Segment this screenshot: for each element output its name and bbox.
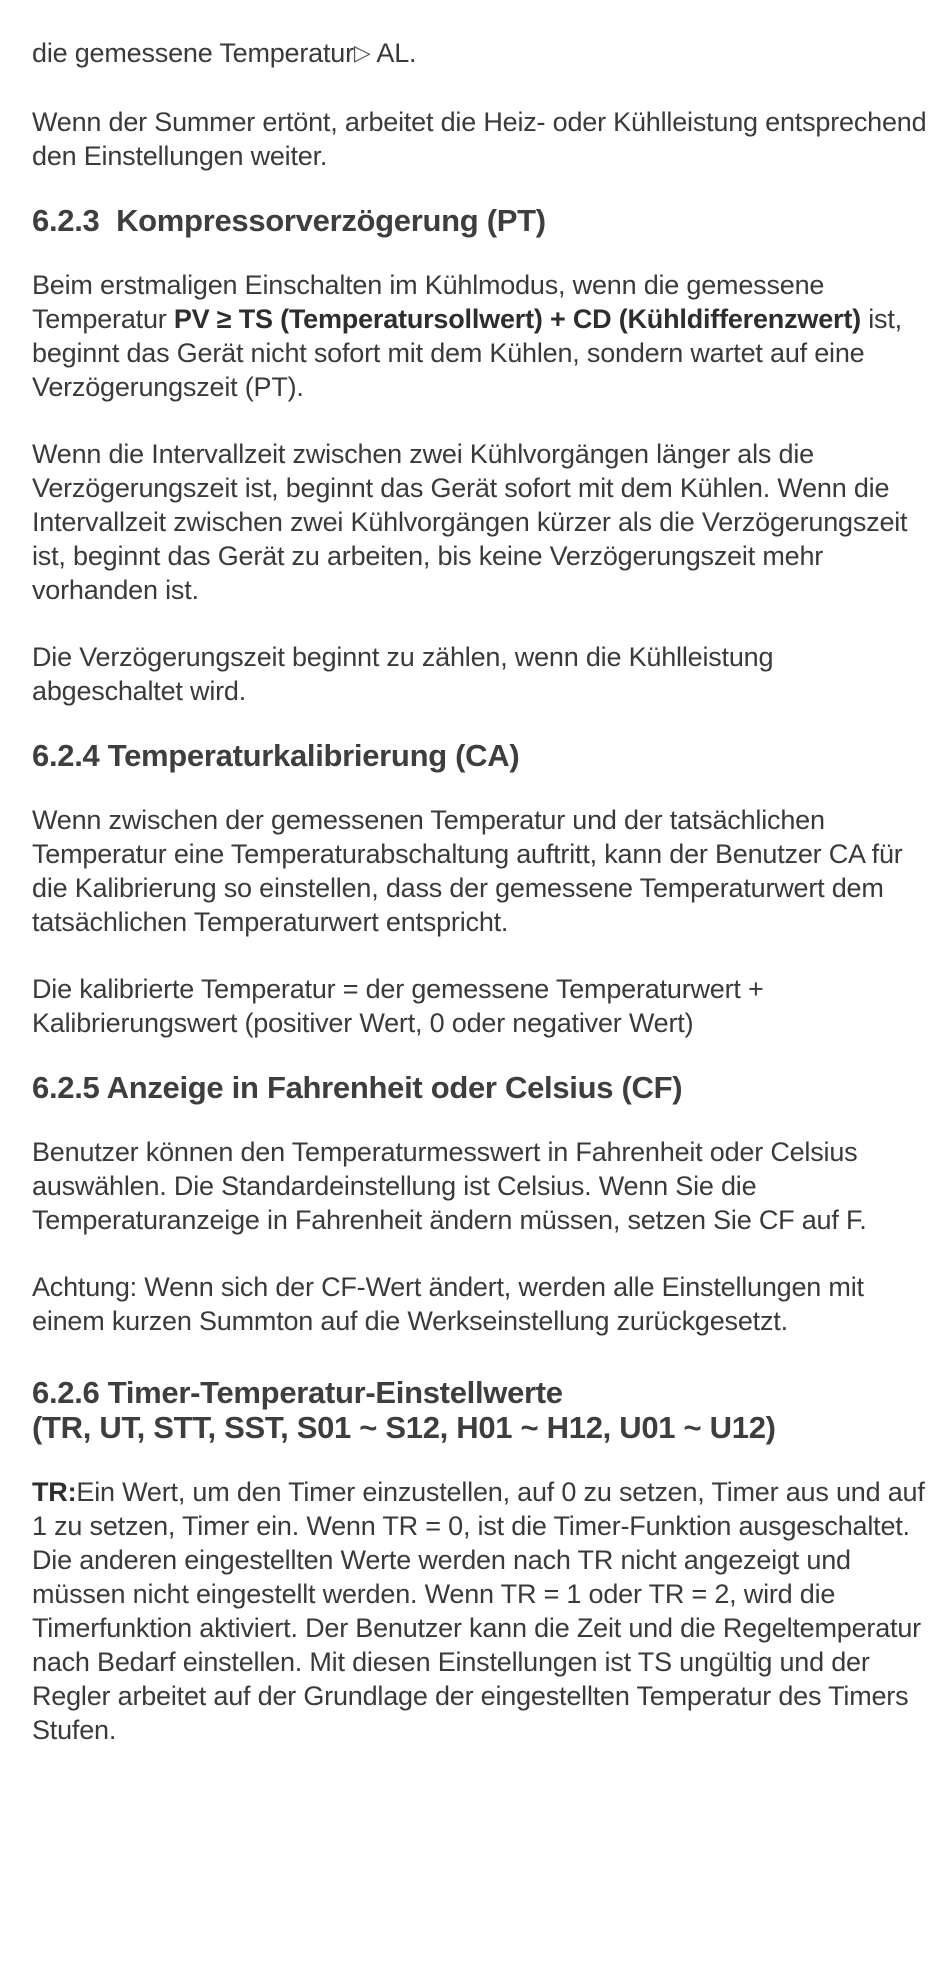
triangle-glyph: ▷ (353, 40, 371, 65)
paragraph-fahrenheit-celsius: Benutzer können den Temperaturmesswert in Fahrenheit oder Celsius auswählen. Die Standardeinstellung ist Celsius. Wenn Sie die Temperaturanzeige in Fahrenheit ändern müssen, setzen Sie CF auf F. (32, 1137, 867, 1235)
text-fragment: ist, beginnt das Gerät nicht sofort mit dem Kühlen, sondern wartet auf eine Verzögerungszeit (PT). (32, 304, 902, 402)
text-fragment: die gemessene Temperatur (32, 38, 354, 68)
paragraph-attention: Achtung: Wenn sich der CF-Wert ändert, werden alle Einstellungen mit einem kurzen Summton auf die Werkseinstellung zurückgesetzt. (32, 1272, 864, 1336)
paragraph-alarm-line (32, 36, 928, 72)
text-fragment: AL. (370, 38, 417, 68)
text-fragment: Ein Wert, um den Timer einzustellen, auf 0 zu setzen, Timer aus und auf 1 zu setzen, Timer ein. Wenn TR = 0, ist die Timer-Funktion ausgeschaltet. Die anderen eingestellten Werte werden nach TR nicht angezeigt und müssen nicht eingestellt werden. Wenn TR = 1 oder TR = 2, wird die Timerfunktion aktiviert. Der Benutzer kann die Zeit und die Regeltemperatur nach Bedarf einstellen. Mit diesen Einstellungen ist TS ungültig und der Regler arbeitet auf der Grundlage der eingestellten Temperatur des Timers Stufen. (32, 1477, 925, 1745)
heading-6-2-4: 6.2.4 Temperaturkalibrierung (CA) (32, 738, 520, 773)
paragraph-timer (32, 1475, 928, 1747)
heading-6-2-3: 6.2.3 Kompressorverzögerung (PT) (32, 203, 546, 238)
paragraph-interval-time: Wenn die Intervallzeit zwischen zwei Kühlvorgängen länger als die Verzögerungszeit ist, beginnt das Gerät sofort mit dem Kühlen. Wenn die Intervallzeit zwischen zwei Kühlvorgängen kürzer als die Verzögerungszeit ist, beginnt das Gerät zu arbeiten, bis keine Verzögerungszeit mehr vorhanden ist. (32, 439, 908, 605)
paragraph-buzzer: Wenn der Summer ertönt, arbeitet die Heiz- oder Kühlleistung entsprechend den Einstellungen weiter. (32, 107, 927, 171)
paragraph-compressor-delay (32, 268, 928, 404)
text-fragment: Beim erstmaligen Einschalten im Kühlmodus, wenn die gemessene Temperatur (32, 270, 825, 334)
bold-formula: PV ≥ TS (Temperatursollwert) + CD (Kühldifferenzwert) (173, 304, 861, 334)
heading-6-2-5: 6.2.5 Anzeige in Fahrenheit oder Celsius (CF) (32, 1070, 683, 1105)
heading-line: (TR, UT, STT, SST, S01 ~ S12, H01 ~ H12, U01 ~ U12) (32, 1410, 776, 1445)
paragraph-delay-count: Die Verzögerungszeit beginnt zu zählen, wenn die Kühlleistung abgeschaltet wird. (32, 642, 774, 706)
heading-line: 6.2.6 Timer-Temperatur-Einstellwerte (32, 1375, 563, 1410)
paragraph-calibrated-temperature: Die kalibrierte Temperatur = der gemessene Temperaturwert + Kalibrierungswert (positiver Wert, 0 oder negativer Wert) (32, 974, 764, 1038)
heading-6-2-6 (32, 1375, 928, 1445)
bold-label: TR: (32, 1477, 77, 1507)
paragraph-calibration: Wenn zwischen der gemessenen Temperatur und der tatsächlichen Temperatur eine Temperaturabschaltung auftritt, kann der Benutzer CA für die Kalibrierung so einstellen, dass der gemessene Temperaturwert dem tatsächlichen Temperaturwert entspricht. (32, 805, 903, 937)
